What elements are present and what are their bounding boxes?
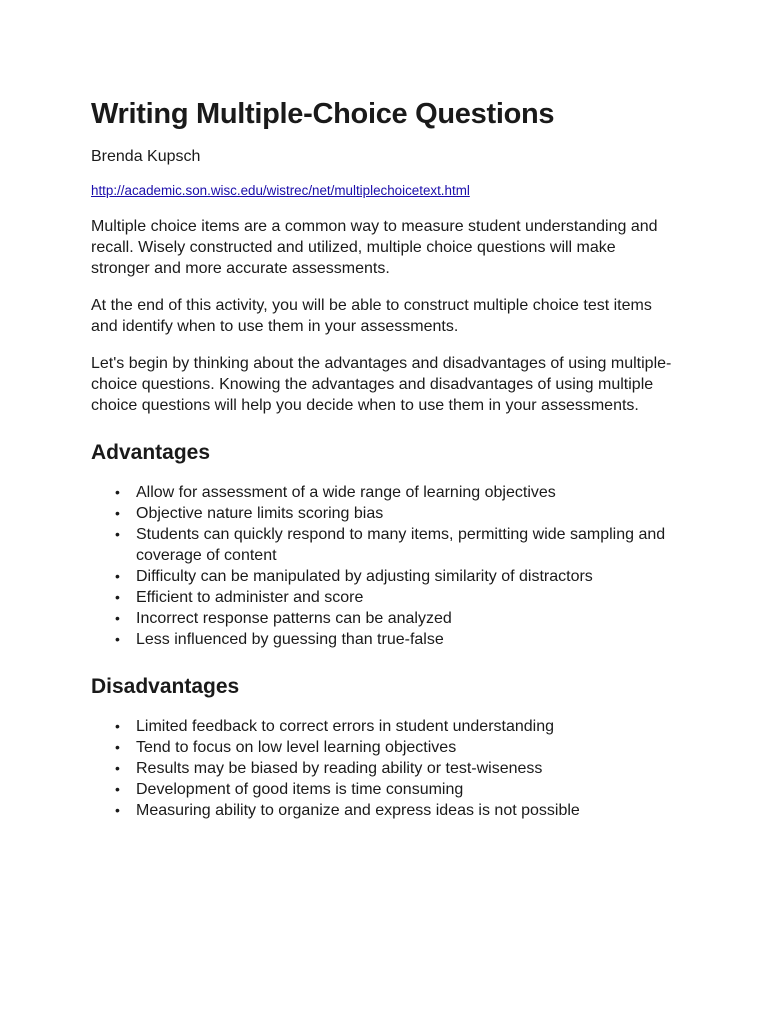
disadvantages-list xyxy=(91,716,678,821)
list-item: • Difficulty can be manipulated by adjusting similarity of distractors xyxy=(136,566,678,587)
list-item: • Students can quickly respond to many items, permitting wide sampling and coverage of content xyxy=(136,524,678,566)
list-item: • Tend to focus on low level learning objectives xyxy=(136,737,678,758)
list-item: • Results may be biased by reading ability or test-wiseness xyxy=(136,758,678,779)
list-item: • Efficient to administer and score xyxy=(136,587,678,608)
list-item: • Development of good items is time consuming xyxy=(136,779,678,800)
list-item: • Less influenced by guessing than true-false xyxy=(136,629,678,650)
intro-paragraph-3: Let's begin by thinking about the advantages and disadvantages of using multiple-choice questions. Knowing the advantages and disadvantages of using multiple choice questions will help you decide when to use them in your assessments. xyxy=(91,355,672,414)
intro-paragraph-2: At the end of this activity, you will be able to construct multiple choice test items and identify when to use them in your assessments. xyxy=(91,297,652,335)
author-name: Brenda Kupsch xyxy=(91,148,201,165)
list-item: • Limited feedback to correct errors in student understanding xyxy=(136,716,678,737)
intro-paragraph-1: Multiple choice items are a common way to measure student understanding and recall. Wisely constructed and utilized, multiple choice questions will make stronger and more accurate assessments. xyxy=(91,218,658,277)
advantages-heading: Advantages xyxy=(91,441,211,464)
list-item: • Allow for assessment of a wide range of learning objectives xyxy=(136,482,678,503)
list-item: • Measuring ability to organize and express ideas is not possible xyxy=(136,800,678,821)
source-link[interactable]: http://academic.son.wisc.edu/wistrec/net/multiplechoicetext.html xyxy=(91,183,470,198)
list-item: • Objective nature limits scoring bias xyxy=(136,503,678,524)
disadvantages-heading: Disadvantages xyxy=(91,675,240,698)
advantages-list xyxy=(91,482,678,650)
list-item: • Incorrect response patterns can be analyzed xyxy=(136,608,678,629)
page-title: Writing Multiple-Choice Questions xyxy=(91,98,555,130)
